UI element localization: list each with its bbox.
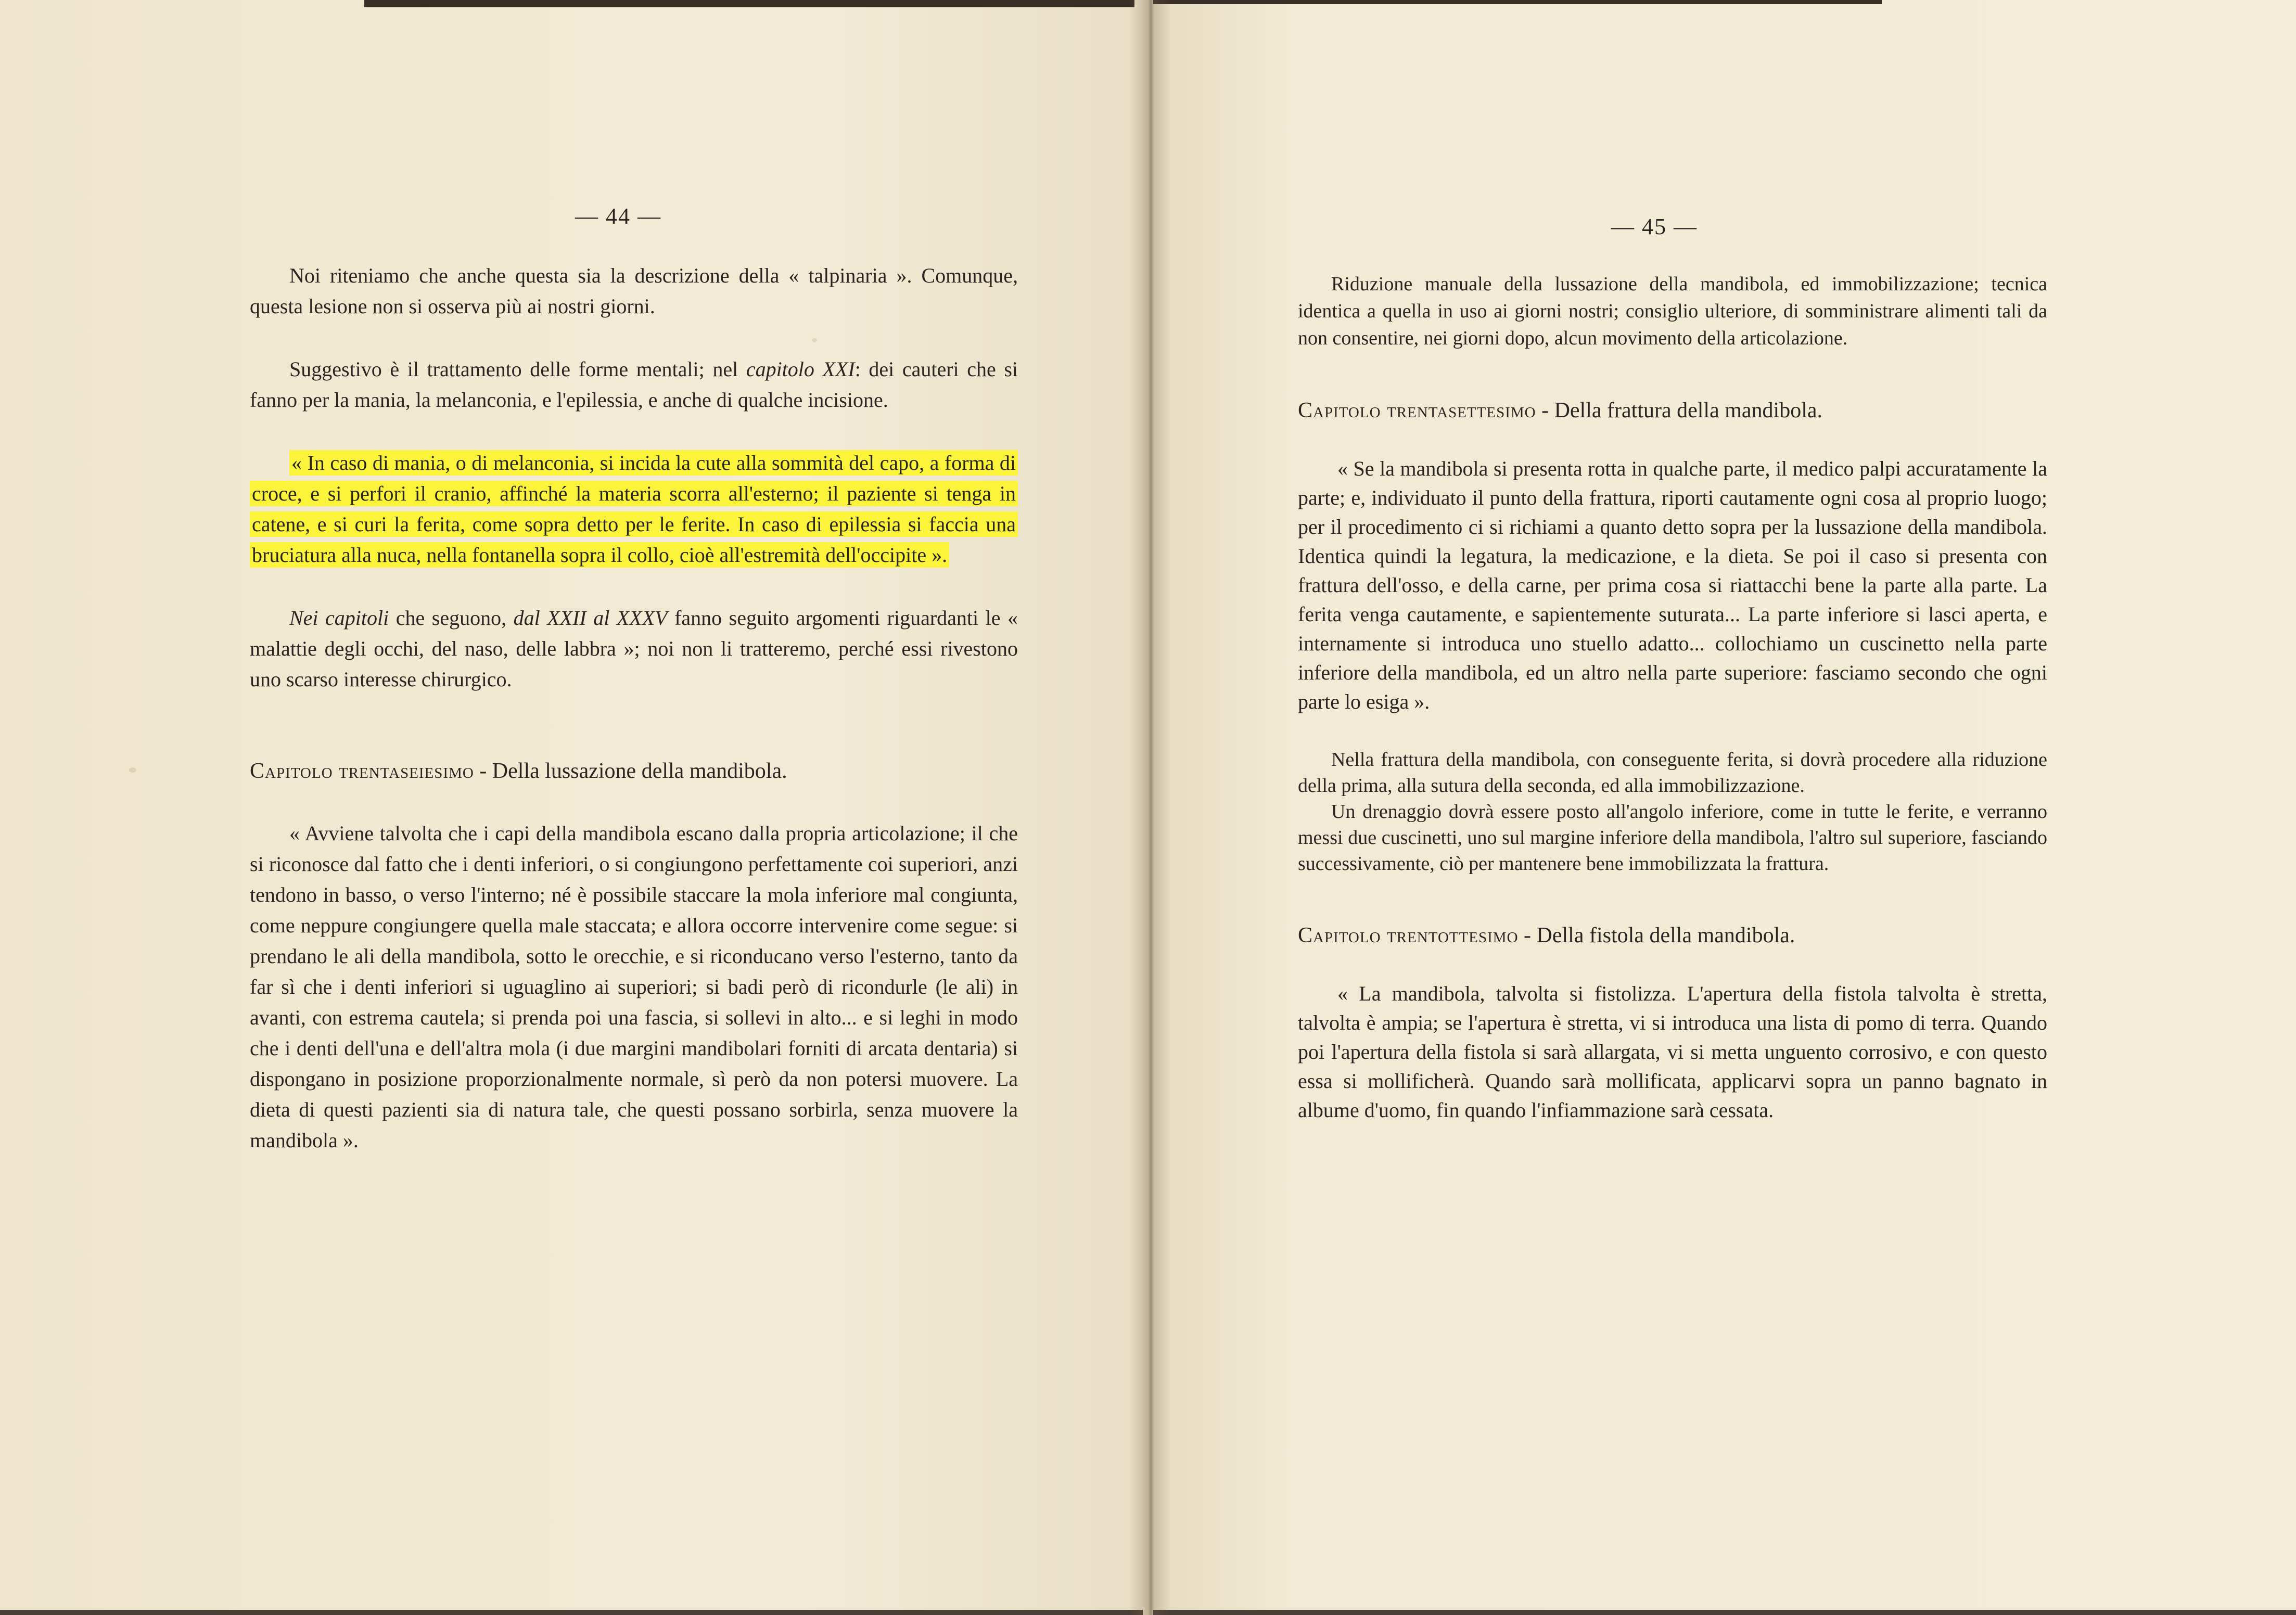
highlighted-text: « In caso di mania, o di melanconia, si incida la cute alla sommità del capo, a forma di croce, e si perfori il cranio, affinché la materia scorra all'esterno; il paziente si tenga in catene, e si curi la ferita, come sopra detto per le ferite. In caso di epilessia si faccia una bruciatura alla nuca, nella fontanella sopra il collo, cioè all'estremità dell'occipite ». [250,450,1018,568]
chapter-heading-38-sc: Capitolo trentottesimo [1298,924,1519,947]
quote-fistola: « La mandibola, talvolta si fistolizza. L'apertura della fistola talvolta è stretta, talvolta è ampia; se l'apertura è stretta, vi si introduca una lista di pomo di terra. Quando poi l'apertura della fistola si sarà allargata, vi si metta unguento corrosivo, e con questo essa si mollificherà. Quando sarà mollificata, applicarvi sopra un panno bagnato in albume d'uomo, fin quando l'infiammazione sarà cessata. [1298,982,2047,1122]
highlighted-quote [250,447,1018,570]
book-gutter [1129,0,1171,1615]
paragraph-talpinaria: Noi riteniamo che anche questa sia la descrizione della « talpinaria ». Comunque, questa lesione non si osserva più ai nostri giorni. [250,264,1018,318]
chapter-heading-36-sc: Capitolo trentaseiesimo [250,759,474,783]
para3-mid: che seguono, [389,606,514,630]
top-edge-shadow [1153,0,1882,4]
para3-end: fanno seguito argomenti riguardanti le « malattie degli occhi, del naso, delle labbra »; noi non li tratteremo, perché essi rivestono uno scarso interesse chirurgico. [250,606,1018,691]
right-page [1153,0,2296,1615]
chapter-ref-xxi: capitolo XXI [746,357,855,381]
chapter-heading-37 [1298,395,2047,426]
paragraph-mental-forms [250,354,1018,415]
paragraph-following-chapters [250,603,1018,695]
quote-lussazione: « Avviene talvolta che i capi della mandibola escano dalla propria articolazione; il che si riconosce dal fatto che i denti inferiori, o si congiungono perfettamente coi superiori, anzi tendono in basso, o verso l'interno; né è possibile staccare la mola inferiore mal congiunta, come neppure congiungere quella male staccata; e allora occorre intervenire come segue: si prendano le ali della mandibola, sotto le orecchie, e si riconducano verso l'esterno, tanto da far sì che i denti inferiori si uguaglino ai superiori; si badi però di ricondurle (le ali) in avanti, con estrema cautela; si prenda poi una fascia, si sollevi in alto... e si leghi in modo che i denti dell'una e dell'altra mola (i due margini mandibolari forniti di arcata dentaria) si dispongano in posizione proporzionalmente normale, sì però da non potersi muovere. La dieta di questi pazienti sia di natura tale, che questi possano sorbirla, senza muovere la mandibola ». [250,822,1018,1152]
paragraph-reduction: Riduzione manuale della lussazione della mandibola, ed immobilizzazione; tecnica identica a quella in uso ai giorni nostri; consiglio ulteriore, di somministrare alimenti tali da non consentire, nei giorni dopo, alcun movimento della articolazione. [1298,273,2047,349]
chapter-heading-37-rest: - Della frattura della mandibola. [1536,399,1823,422]
para3-em-capitoli: Nei capitoli [289,606,389,630]
paragraph-drainage: Un drenaggio dovrà essere posto all'angolo inferiore, come in tutte le ferite, e verranno messi due cuscinetti, uno sul margine inferiore della mandibola, l'altro sul superiore, fasciando successivamente, ciò per mantenere bene immobilizzata la frattura. [1298,801,2047,875]
chapter-heading-38-rest: - Della fistola della mandibola. [1518,924,1795,947]
left-column [250,260,1018,1156]
paper-spot [129,767,136,773]
chapter-heading-36 [250,756,1018,787]
chapter-heading-36-rest: - Della lussazione della mandibola. [474,759,787,783]
page-number-left: — 44 — [575,203,661,229]
bottom-edge-shadow [1153,1610,2296,1615]
chapter-heading-38 [1298,920,2047,951]
para2-end: : dei cauteri che si fanno per la mania, la melanconia, e l'epilessia, e anche di qualche incisione. [250,357,1018,412]
para3-em-range: dal XXII al XXXV [513,606,668,630]
paragraph-fracture-treatment: Nella frattura della mandibola, con conseguente ferita, si dovrà procedere alla riduzione della prima, alla sutura della seconda, ed alla immobilizzazione. [1298,749,2047,797]
para2-start: Suggestivo è il trattamento delle forme mentali; nel [289,357,738,381]
quote-frattura: « Se la mandibola si presenta rotta in qualche parte, il medico palpi accuratamente la parte; e, individuato il punto della frattura, riporti cautamente ogni cosa al proprio luogo; per il procedimento ci si richiami a quanto detto sopra per la lussazione della mandibola. Identica quindi la legatura, la medicazione, e la dieta. Se poi il caso si presenta con frattura dell'osso, e della carne, per prima cosa si riattacchi bene la parte alla parte. La ferita venga cautamente, e sapientemente suturata... La parte inferiore si lasci aperta, e internamente si introduca uno stuello adatto... collochiamo un cuscinetto nella parte inferiore della mandibola, ed un altro nella parte superiore: fasciamo secondo che ogni parte lo esiga ». [1298,457,2047,713]
top-edge-shadow [364,0,1134,7]
page-number-right: — 45 — [1611,214,1698,239]
left-page [0,0,1143,1615]
chapter-heading-37-sc: Capitolo trentasettesimo [1298,399,1536,422]
bottom-edge-shadow [0,1610,1143,1615]
right-column [1298,271,2047,1125]
